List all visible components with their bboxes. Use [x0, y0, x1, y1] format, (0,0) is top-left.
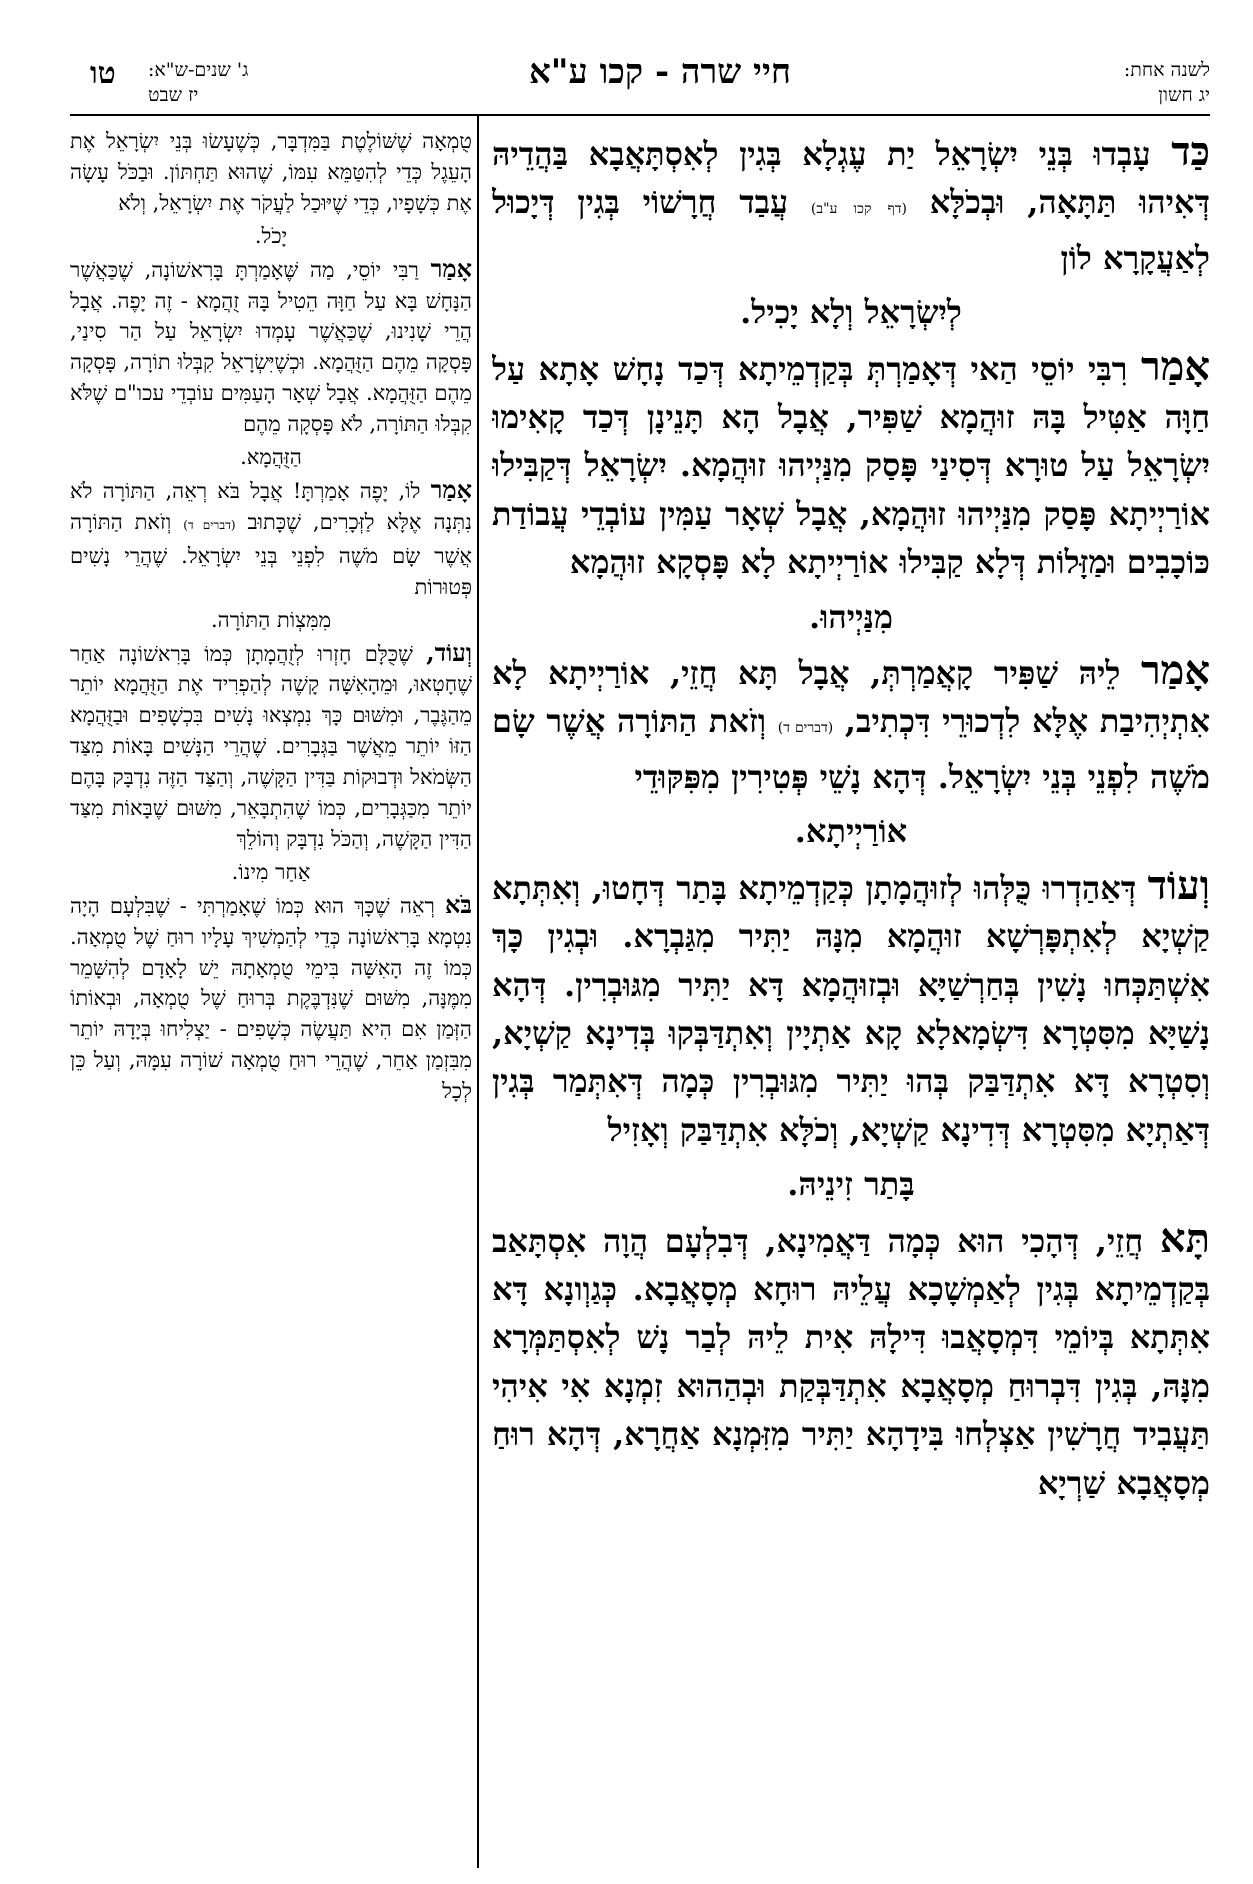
- page-number: טו: [90, 56, 116, 91]
- commentary-paragraph-2: [70, 254, 472, 440]
- column-divider: [477, 116, 479, 1868]
- paragraph-text: עָבְדוּ בְּנֵי יִשְׂרָאֵל יַת עֶגְלָא בְּגִין לְאִסְתָּאֲבָא בַּהֲדֵיהּ דְּאִיהוּ תַּתָּאָה, וּבְכֹלָּא: [492, 135, 1210, 222]
- main-text-column: [492, 128, 1210, 1868]
- commentary-paragraph-4: [70, 638, 472, 855]
- opening-word: כַּד: [1171, 128, 1210, 175]
- paragraph-last-line: מִנַּיְיהוּ.: [809, 597, 893, 636]
- opening-word: אָמַר: [1140, 647, 1210, 695]
- paragraph-last-line: אוֹרַיְיתָא.: [794, 812, 908, 851]
- schedule-left-line1: ג' שנים-ש"א:: [148, 59, 249, 81]
- opening-word: אָמַר: [1140, 342, 1210, 390]
- main-paragraph-5: [492, 1215, 1210, 1507]
- main-paragraph-4: [492, 862, 1210, 1154]
- header-rule: [70, 114, 1210, 116]
- study-schedule-left: [148, 58, 428, 108]
- paragraph-text: דְּאַהַדְרוּ כֻּלְּהוּ לְזוּהֲמָתָן כְּקַדְמֵיתָא בָּתַר דְּחָטוּ, וְאִתְּתָא קַשְׁיָא לְאִתְפָּרְשָׁא זוּהֲמָא מִנָּהּ יַתִּיר מִגַּבְרָא. וּבְגִין כָּךְ אִשְׁתַּכְּחוּ נָשִׁין בְּחַרְשַׁיָּא וּבְזוּהֲמָא דָּא יַתִּיר מִגּוּבְרִין. דְּהָא נָשַׁיָּא מִסִּטְרָא דִּשְׂמָאלָא קָא אַתְיָין וְאִתְדַּבְּקוּ בְּדִינָא קַשְׁיָא, וְסִטְרָא דָּא אִתְדַּבַּק בְּהוּ יַתִּיר מִגּוּבְרִין כְּמָה דְּאִתְּמַר בְּגִין דְּאַתְיָא מִסִּטְרָא דְּדִינָא קַשְׁיָא, וְכֹלָּא אִתְדַּבַּק וְאָזִיל: [492, 868, 1210, 1149]
- paragraph-last-line: אַחַר מִינוֹ.: [231, 859, 311, 884]
- verse-reference: (דברים ד): [183, 517, 236, 532]
- paragraph-text: לֵיהּ שַׁפִּיר קָאֲמַרְתְּ, אֲבָל תָּא חֲזֵי, אוֹרַיְיתָא לָא אִתְיְהִיבַת אֶלָּא לִדְכוּרֵי דִּכְתִיב,: [492, 654, 1210, 741]
- paragraph-text: רִבִּי יוֹסֵי הַאי דְּאָמַרְתְּ בְּקַדְמֵיתָא דְּכַד נָחָשׁ אָתָא עַל חַוָּה אַטִּיל בָּהּ זוּהֲמָא שַׁפִּיר, אֲבָל הָא תָּנֵינָן דְּכַד קָאִימוּ יִשְׂרָאֵל עַל טוּרָא דְּסִינַי פָּסַק מִנַּיְיהוּ זוּהֲמָא. יִשְׂרָאֵל דְּקַבִּילוּ אוֹרַיְיתָא פָּסַק מִנַּיְיהוּ זוּהֲמָא, אֲבָל שְׁאָר עַמִּין עוֹבְדֵי עֲבוֹדַת כּוֹכָבִים וּמַזָּלוֹת דְּלָא קַבִּילוּ אוֹרַיְיתָא לָא פָּסְקָא זוּהֲמָא: [492, 349, 1210, 582]
- opening-word: וְעוֹד: [1147, 861, 1210, 909]
- main-paragraph-1: [492, 128, 1210, 282]
- opening-word: אָמַר: [430, 253, 472, 283]
- paragraph-last-line: לְיִשְׂרָאֵל וְלָא יָכִיל.: [740, 293, 962, 332]
- opening-word: בֹּא: [445, 889, 472, 919]
- page-reference: (דף קכו ע"ב): [810, 201, 907, 218]
- main-paragraph-2: [492, 343, 1210, 587]
- paragraph-text: וְזֹאת הַתּוֹרָה אֲשֶׁר שָׂם מֹשֶׁה לִפְנֵי בְּנֵי יִשְׂרָאֵל. דְּהָא נָשֵׁי פְּטִירִין מִפִּקּוּדֵי: [492, 702, 1210, 796]
- opening-word: וְעוֹד,: [426, 637, 472, 667]
- paragraph-text: שֶׁכֻּלָּם חָזְרוּ לְזֻהֲמָתָן כְּמוֹ בָּרִאשׁוֹנָה אַחַר שֶׁחָטְאוּ, וּמֵהָאִשָּׁה קָשֶׁה לְהַפְרִיד אֶת הַזֻּהֲמָא יוֹתֵר מֵהַגֶּבֶר, וּמִשּׁוּם כָּךְ נִמְצְאוּ נָשִׁים בִּכְשָׁפִים וּבַזֻּהֲמָא הַזּוֹ יוֹתֵר מֵאֲשֶׁר בַּגְּבָרִים. שֶׁהֲרֵי הַנָּשִׁים בָּאוֹת מִצַּד הַשְּׂמֹאל וּדְבוּקוֹת בַּדִּין הַקָּשֶׁה, וְהַצַּד הַזֶּה נִדְבָּק בָּהֶם יוֹתֵר מִכַּגְּבָרִים, כְּמוֹ שֶׁהִתְבָּאֵר, מִשּׁוּם שֶׁבָּאוֹת מִצַּד הַדִּין הַקָּשֶׁה, וְהַכֹּל נִדְבָּק וְהוֹלֵךְ: [70, 641, 472, 851]
- paragraph-last-line: הַזֻּהֲמָא.: [240, 445, 302, 470]
- paragraph-text: לוֹ, יָפֶה אָמַרְתָּ! אֲבָל בֹּא רְאֵה, הַתּוֹרָה לֹא נִתְּנָה אֶלָּא לַזְּכָרִים, שֶׁכָּתוּב: [70, 478, 472, 534]
- page-title: חיי שרה - קכו ע"א: [528, 52, 792, 92]
- paragraph-text: עֲבַד חֲרָשׁוֹי בְּגִין דְּיָכוּל לְאַעֲקָרָא לוֹן: [492, 183, 1210, 277]
- paragraph-last-line: מִמִּצְוֹת הַתּוֹרָה.: [210, 607, 332, 632]
- paragraph-text: רְאֵה שֶׁכָּךְ הוּא כְּמוֹ שֶׁאָמַרְתִּי - שֶׁבִּלְעָם הָיָה נִטְמָא בָּרִאשׁוֹנָה כְּדֵי לְהַמְשִׁיךְ עָלָיו רוּחַ שֶׁל טֻמְאָה. כְּמוֹ זֶה הָאִשָּׁה בִּימֵי טֻמְאָתָהּ יֵשׁ לָאָדָם לְהִשָּׁמֵר מִמֶּנָּה, מִשּׁוּם שֶׁנִּדְבֶּקֶת בְּרוּחַ שֶׁל טֻמְאָה, וּבְאוֹתוֹ הַזְּמַן אִם הִיא תַּעֲשֶׂה כְּשָׁפִים - יַצְלִיחוּ בְּיָדָהּ יוֹתֵר מִבִּזְמַן אַחֵר, שֶׁהֲרֵי רוּחַ טֻמְאָה שׁוֹרָה עִמָּהּ, וְעַל כֵּן לְכָל: [70, 893, 472, 1104]
- schedule-right-line2: יג חשון: [1158, 84, 1210, 106]
- paragraph-text: חֲזֵי, דְּהָכִי הוּא כְּמָה דַּאֲמִינָא, דְּבִלְעָם הֲוָה אִסְתָּאַב בְּקַדְמֵיתָא בְּגִין לְאַמְשָׁכָא עֲלֵיהּ רוּחָא מְסָאֲבָא. כְּגַוְונָא דָּא אִתְּתָא בְּיוֹמֵי דִּמְסָאֲבוּ דִּילָהּ אִית לֵיהּ לְבַר נָשׁ לְאִסְתַּמְּרָא מִנָּהּ, בְּגִין דִּבְרוּחַ מְסָאֲבָא אִתְדַּבְּקַת וּבְהַהוּא זִמְנָא אִי אִיהִי תַּעֲבִיד חֲרָשִׁין אַצְלְחוּ בִּידָהָא יַתִּיר מִזִּמְנָא אַחֲרָא, דְּהָא רוּחַ מְסָאֲבָא שַׁרְיָא: [492, 1221, 1210, 1502]
- schedule-left-line2: יז שבט: [148, 84, 199, 106]
- main-paragraph-3: [492, 647, 1210, 801]
- commentary-paragraph-3: [70, 475, 472, 603]
- commentary-paragraph-1: [70, 126, 472, 219]
- commentary-column: [70, 126, 472, 1868]
- paragraph-last-line: יָכֹל.: [254, 223, 288, 248]
- opening-word: אָמַר: [430, 474, 472, 504]
- verse-reference: (דברים ד): [777, 720, 834, 737]
- opening-word: תָּא: [1159, 1214, 1210, 1262]
- paragraph-last-line: בָּתַר זִינֵיהּ.: [787, 1165, 915, 1204]
- study-schedule-right: [950, 58, 1210, 108]
- commentary-paragraph-5: [70, 890, 472, 1107]
- paragraph-text: וְזֹאת הַתּוֹרָה אֲשֶׁר שָׂם מֹשֶׁה לִפְנֵי בְּנֵי יִשְׂרָאֵל. שֶׁהֲרֵי נָשִׁים פְּטוּרוֹת: [70, 509, 472, 599]
- paragraph-text: רַבִּי יוֹסֵי, מַה שֶּׁאָמַרְתָּ בָּרִאשׁוֹנָה, שֶׁכַּאֲשֶׁר הַנָּחָשׁ בָּא עַל חַוָּה הֵטִיל בָּהּ זֻהֲמָא - זֶה יָפֶה. אֲבָל הֲרֵי שָׁנִינוּ, שֶׁכַּאֲשֶׁר עָמְדוּ יִשְׂרָאֵל עַל הַר סִינַי, פָּסְקָה מֵהֶם הַזֻּהֲמָא. וּכְשֶׁיִּשְׂרָאֵל קִבְּלוּ תוֹרָה, פָּסְקָה מֵהֶם הַזֻּהֲמָא. אֲבָל שְׁאָר הָעַמִּים עוֹבְדֵי עכו"ם שֶׁלֹּא קִבְּלוּ הַתּוֹרָה, לֹא פָּסְקָה מֵהֶם: [70, 257, 472, 437]
- page-header: [70, 52, 1210, 112]
- schedule-right-line1: לשנה אחת:: [1123, 59, 1210, 81]
- paragraph-text: טֻמְאָה שֶׁשּׁוֹלֶטֶת בַּמִּדְבָּר, כְּשֶׁעָשׂוּ בְּנֵי יִשְׂרָאֵל אֶת הָעֵגֶל כְּדֵי לְהִטַּמֵּא עִמּוֹ, שֶׁהוּא תַּחְתּוֹן. וּבַכֹּל עָשָׂה אֶת כְּשָׁפָיו, כְּדֵי שֶׁיּוּכַל לַעֲקֹר אֶת יִשְׂרָאֵל, וְלֹא: [70, 129, 472, 215]
